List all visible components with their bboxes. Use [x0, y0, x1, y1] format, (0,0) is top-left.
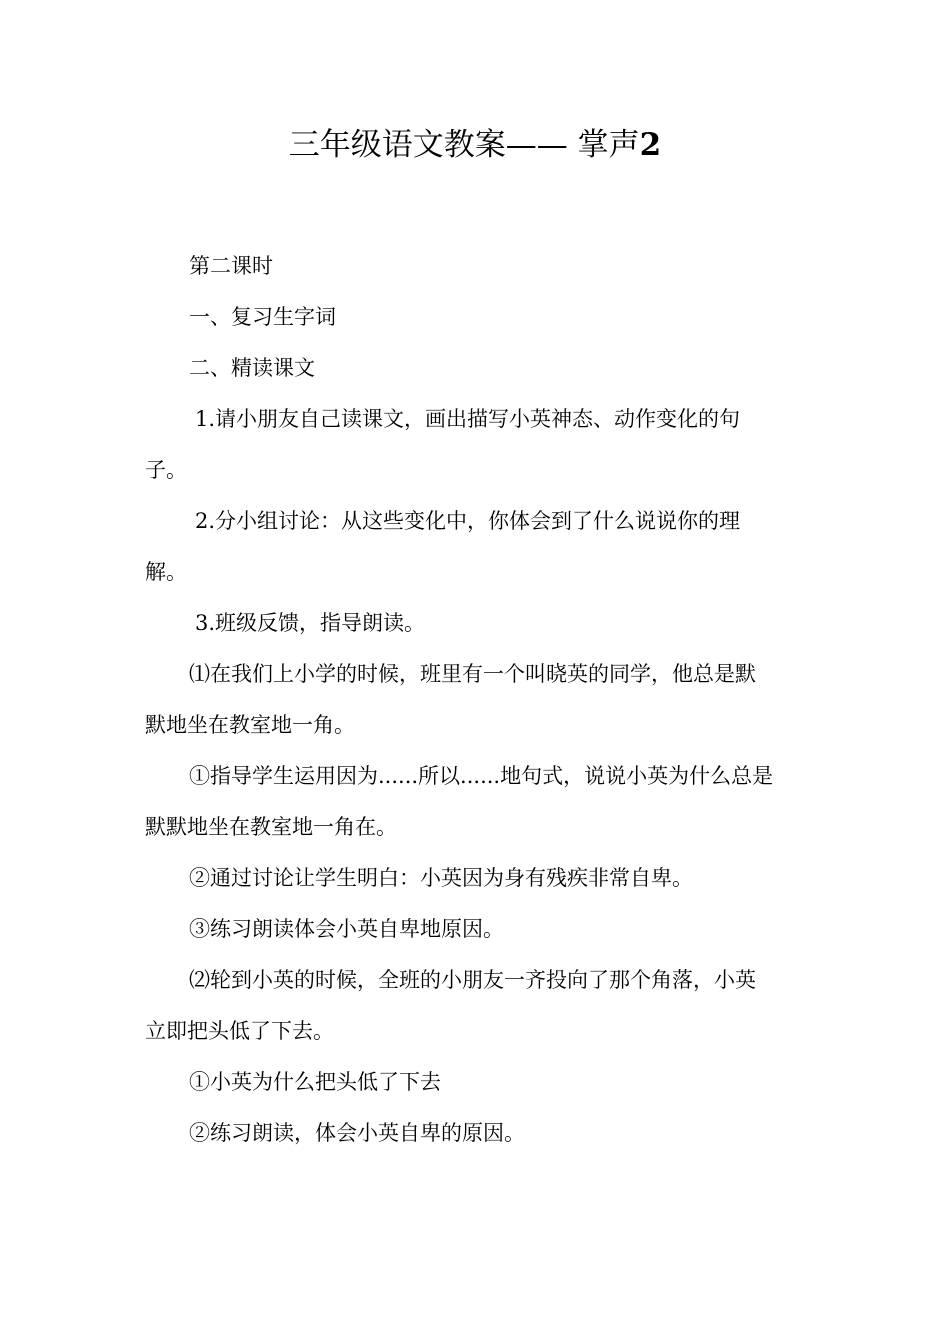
paragraph-line: 第二课时: [189, 254, 273, 278]
title-text: 三年级语文教案——: [288, 127, 568, 163]
paragraph-line: 1.请小朋友自己读课文，画出描写小英神态、动作变化的句: [195, 407, 741, 431]
paragraph-line: ⑴在我们上小学的时候，班里有一个叫晓英的同学，他总是默: [189, 662, 756, 686]
paragraph-line: 2.分小组讨论：从这些变化中，你体会到了什么说说你的理: [195, 509, 741, 533]
paragraph-line: ①小英为什么把头低了下去: [189, 1070, 441, 1094]
paragraph-line: 默默地坐在教室地一角在。: [145, 815, 397, 839]
paragraph-line: 子。: [145, 458, 187, 482]
paragraph-line: ⑵轮到小英的时候，全班的小朋友一齐投向了那个角落，小英: [189, 968, 756, 992]
title-tail-text: 掌声: [567, 127, 640, 163]
paragraph-line: ②练习朗读，体会小英自卑的原因。: [189, 1121, 525, 1145]
paragraph-line: ③练习朗读体会小英自卑地原因。: [189, 917, 504, 941]
paragraph-line: 默地坐在教室地一角。: [145, 713, 355, 737]
paragraph-line: 立即把头低了下去。: [145, 1019, 334, 1043]
paragraph-line: ②通过讨论让学生明白：小英因为身有残疾非常自卑。: [189, 866, 693, 890]
paragraph-line: 解。: [145, 560, 187, 584]
title-number: 2: [639, 127, 662, 163]
paragraph-line: 3.班级反馈，指导朗读。: [195, 611, 426, 635]
paragraph-line: ①指导学生运用因为......所以......地句式，说说小英为什么总是: [189, 764, 774, 788]
paragraph-line: 二、精读课文: [189, 356, 315, 380]
document-body: [145, 246, 797, 1164]
document-title: [0, 120, 950, 170]
paragraph-line: 一、复习生字词: [189, 305, 336, 329]
